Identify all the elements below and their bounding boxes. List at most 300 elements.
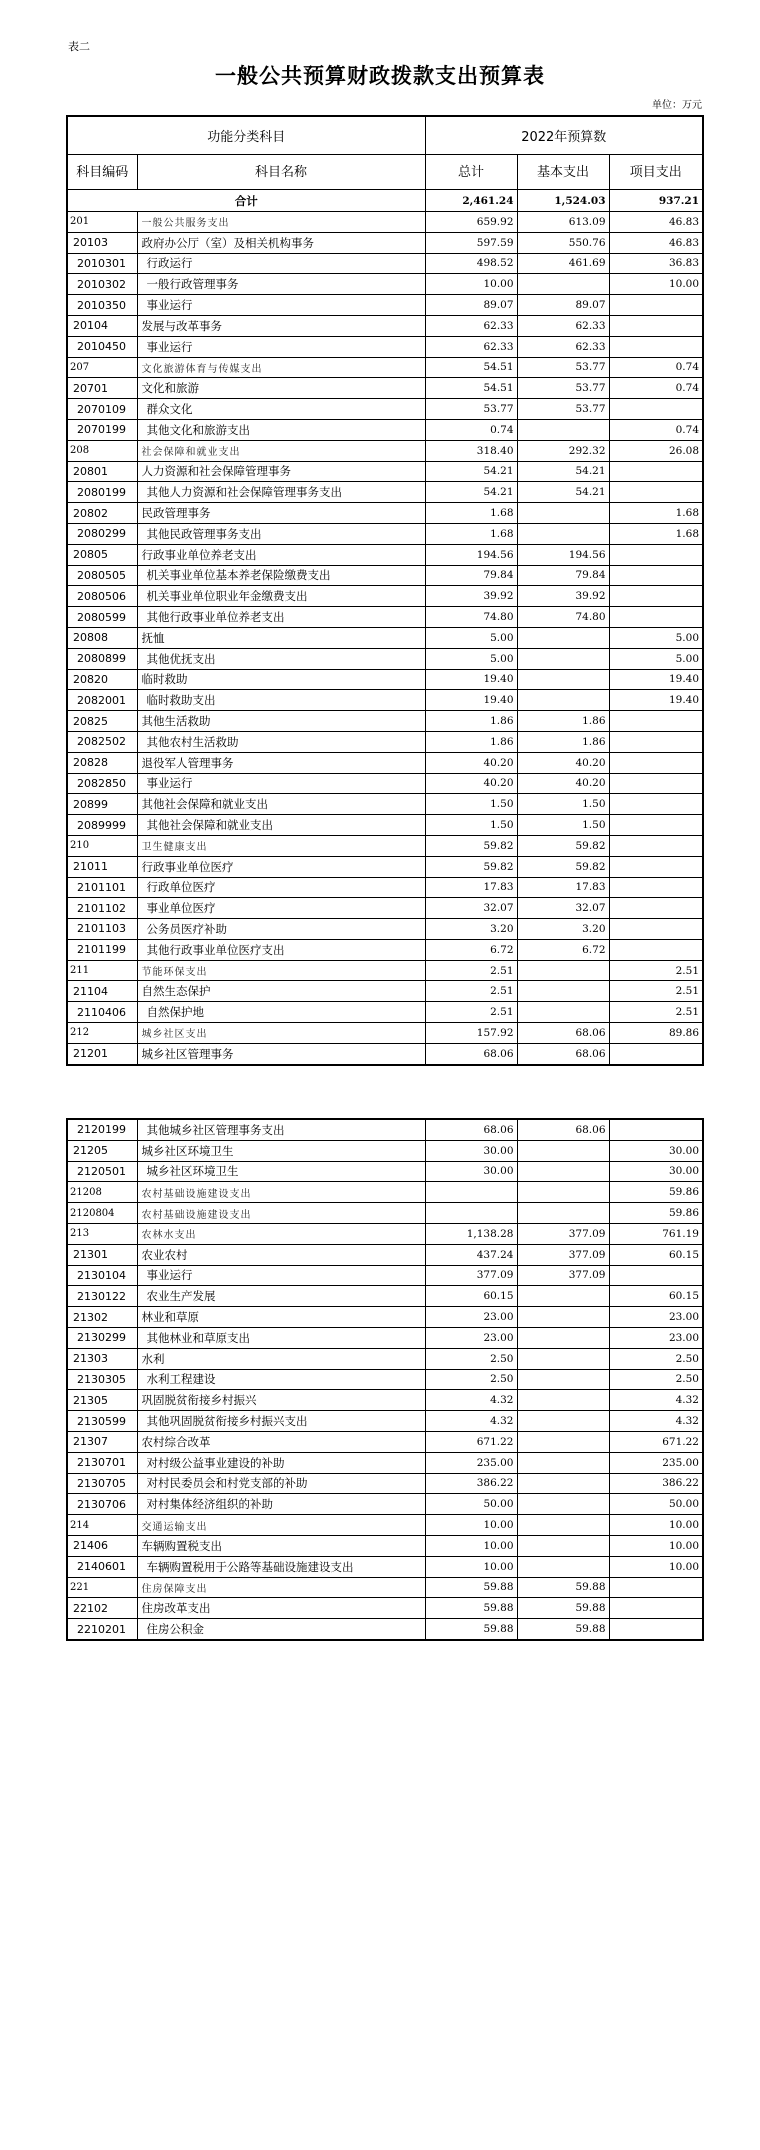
table-row <box>67 357 703 378</box>
row-basic <box>517 981 609 1002</box>
row-project <box>609 711 703 732</box>
row-project: 30.00 <box>609 1161 703 1182</box>
row-total: 60.15 <box>425 1286 517 1307</box>
table-row <box>67 1598 703 1619</box>
row-name: 其他巩固脱贫衔接乡村振兴支出 <box>137 1411 425 1432</box>
row-code: 221 <box>67 1577 137 1598</box>
row-total: 3.20 <box>425 919 517 940</box>
row-total: 30.00 <box>425 1140 517 1161</box>
table-row <box>67 503 703 524</box>
row-project <box>609 607 703 628</box>
row-project <box>609 939 703 960</box>
row-basic <box>517 1140 609 1161</box>
row-total: 659.92 <box>425 212 517 233</box>
row-code: 2140601 <box>67 1556 137 1577</box>
table-row <box>67 1023 703 1044</box>
row-project: 1.68 <box>609 523 703 544</box>
total-basic-value: 1,524.03 <box>517 190 609 212</box>
table-row <box>67 1182 703 1203</box>
table-row <box>67 731 703 752</box>
table-row <box>67 523 703 544</box>
row-project <box>609 586 703 607</box>
row-name: 机关事业单位基本养老保险缴费支出 <box>137 565 425 586</box>
row-code: 2010302 <box>67 274 137 295</box>
row-basic: 613.09 <box>517 212 609 233</box>
row-basic: 68.06 <box>517 1119 609 1140</box>
row-project: 59.86 <box>609 1203 703 1224</box>
row-name: 农业生产发展 <box>137 1286 425 1307</box>
row-code: 21406 <box>67 1535 137 1556</box>
row-code: 20805 <box>67 544 137 565</box>
row-project: 19.40 <box>609 690 703 711</box>
row-code: 2082001 <box>67 690 137 711</box>
row-basic: 32.07 <box>517 898 609 919</box>
row-basic <box>517 1002 609 1023</box>
row-code: 21011 <box>67 856 137 877</box>
row-total: 40.20 <box>425 773 517 794</box>
row-name: 事业运行 <box>137 295 425 316</box>
row-basic <box>517 274 609 295</box>
row-name: 人力资源和社会保障管理事务 <box>137 461 425 482</box>
row-code: 212 <box>67 1023 137 1044</box>
row-project: 2.50 <box>609 1369 703 1390</box>
row-basic: 377.09 <box>517 1244 609 1265</box>
row-project <box>609 1265 703 1286</box>
row-name: 公务员医疗补助 <box>137 919 425 940</box>
header-budget-year: 2022年预算数 <box>425 116 703 155</box>
row-name: 其他人力资源和社会保障管理事务支出 <box>137 482 425 503</box>
row-project: 59.86 <box>609 1182 703 1203</box>
row-project: 36.83 <box>609 253 703 274</box>
row-code: 2010301 <box>67 253 137 274</box>
table-row <box>67 378 703 399</box>
row-basic: 53.77 <box>517 357 609 378</box>
row-code: 20103 <box>67 232 137 253</box>
row-name: 行政运行 <box>137 253 425 274</box>
row-project: 60.15 <box>609 1244 703 1265</box>
row-code: 21301 <box>67 1244 137 1265</box>
row-total: 2.51 <box>425 981 517 1002</box>
row-name: 车辆购置税支出 <box>137 1535 425 1556</box>
table-row <box>67 815 703 836</box>
row-basic: 1.86 <box>517 731 609 752</box>
row-total: 1.68 <box>425 503 517 524</box>
header-basic: 基本支出 <box>517 155 609 190</box>
table-row <box>67 835 703 856</box>
row-name: 农村基础设施建设支出 <box>137 1203 425 1224</box>
row-code: 2101199 <box>67 939 137 960</box>
header-total: 总计 <box>425 155 517 190</box>
row-project: 235.00 <box>609 1452 703 1473</box>
row-project <box>609 399 703 420</box>
table-row <box>67 877 703 898</box>
row-code: 21307 <box>67 1431 137 1452</box>
row-total: 32.07 <box>425 898 517 919</box>
table-row <box>67 856 703 877</box>
row-code: 20802 <box>67 503 137 524</box>
row-project: 4.32 <box>609 1411 703 1432</box>
row-basic <box>517 690 609 711</box>
row-code: 21305 <box>67 1390 137 1411</box>
row-code: 2080506 <box>67 586 137 607</box>
row-name: 事业运行 <box>137 336 425 357</box>
row-name: 城乡社区管理事务 <box>137 1043 425 1064</box>
row-basic <box>517 669 609 690</box>
row-basic: 79.84 <box>517 565 609 586</box>
row-total: 4.32 <box>425 1411 517 1432</box>
row-project: 5.00 <box>609 648 703 669</box>
row-code: 2089999 <box>67 815 137 836</box>
table-row <box>67 1577 703 1598</box>
row-name: 事业运行 <box>137 1265 425 1286</box>
row-name: 城乡社区环境卫生 <box>137 1161 425 1182</box>
row-total: 23.00 <box>425 1327 517 1348</box>
table-row <box>67 690 703 711</box>
row-total: 2.50 <box>425 1348 517 1369</box>
table-row <box>67 1265 703 1286</box>
row-name: 其他农村生活救助 <box>137 731 425 752</box>
row-name: 交通运输支出 <box>137 1515 425 1536</box>
row-name: 农业农村 <box>137 1244 425 1265</box>
table-row <box>67 1431 703 1452</box>
row-basic <box>517 648 609 669</box>
row-basic: 3.20 <box>517 919 609 940</box>
row-basic: 54.21 <box>517 461 609 482</box>
total-row <box>67 190 703 212</box>
row-basic: 40.20 <box>517 752 609 773</box>
row-code: 2101101 <box>67 877 137 898</box>
row-total: 5.00 <box>425 627 517 648</box>
row-project: 26.08 <box>609 440 703 461</box>
row-total: 50.00 <box>425 1494 517 1515</box>
row-name: 巩固脱贫衔接乡村振兴 <box>137 1390 425 1411</box>
row-name: 社会保障和就业支出 <box>137 440 425 461</box>
row-name: 农村基础设施建设支出 <box>137 1182 425 1203</box>
row-code: 20825 <box>67 711 137 732</box>
row-name: 抚恤 <box>137 627 425 648</box>
row-project <box>609 295 703 316</box>
table-row <box>67 336 703 357</box>
row-name: 事业单位医疗 <box>137 898 425 919</box>
row-project: 2.51 <box>609 960 703 981</box>
table-row <box>67 1535 703 1556</box>
row-basic <box>517 1411 609 1432</box>
row-total: 59.88 <box>425 1598 517 1619</box>
row-name: 住房公积金 <box>137 1619 425 1640</box>
row-name: 行政单位医疗 <box>137 877 425 898</box>
row-basic <box>517 1515 609 1536</box>
row-basic <box>517 1203 609 1224</box>
row-code: 214 <box>67 1515 137 1536</box>
row-project: 10.00 <box>609 1515 703 1536</box>
row-total: 671.22 <box>425 1431 517 1452</box>
table-row <box>67 1043 703 1064</box>
row-name: 一般行政管理事务 <box>137 274 425 295</box>
row-code: 20808 <box>67 627 137 648</box>
table-row <box>67 1452 703 1473</box>
row-basic <box>517 1494 609 1515</box>
row-code: 21303 <box>67 1348 137 1369</box>
table-row <box>67 1348 703 1369</box>
row-total: 1.50 <box>425 794 517 815</box>
row-total: 1.68 <box>425 523 517 544</box>
row-project: 2.51 <box>609 1002 703 1023</box>
row-total: 54.21 <box>425 461 517 482</box>
row-code: 210 <box>67 835 137 856</box>
row-project: 30.00 <box>609 1140 703 1161</box>
row-total: 498.52 <box>425 253 517 274</box>
row-total <box>425 1203 517 1224</box>
table-row <box>67 212 703 233</box>
row-basic: 6.72 <box>517 939 609 960</box>
row-name: 其他城乡社区管理事务支出 <box>137 1119 425 1140</box>
row-project <box>609 1577 703 1598</box>
header-code: 科目编码 <box>67 155 137 190</box>
row-project <box>609 461 703 482</box>
row-code: 2010450 <box>67 336 137 357</box>
row-name: 住房保障支出 <box>137 1577 425 1598</box>
row-project: 60.15 <box>609 1286 703 1307</box>
row-basic: 89.07 <box>517 295 609 316</box>
table-row <box>67 419 703 440</box>
row-basic: 59.88 <box>517 1619 609 1640</box>
row-project <box>609 877 703 898</box>
table-row <box>67 627 703 648</box>
row-project: 10.00 <box>609 1535 703 1556</box>
row-total: 377.09 <box>425 1265 517 1286</box>
table-row <box>67 1411 703 1432</box>
table-row <box>67 711 703 732</box>
row-name: 车辆购置税用于公路等基础设施建设支出 <box>137 1556 425 1577</box>
row-name: 对村集体经济组织的补助 <box>137 1494 425 1515</box>
row-code: 2130305 <box>67 1369 137 1390</box>
row-code: 22102 <box>67 1598 137 1619</box>
row-total: 6.72 <box>425 939 517 960</box>
row-project <box>609 1598 703 1619</box>
row-code: 20701 <box>67 378 137 399</box>
row-basic: 68.06 <box>517 1043 609 1064</box>
row-project: 1.68 <box>609 503 703 524</box>
row-basic: 59.88 <box>517 1598 609 1619</box>
table-row <box>67 565 703 586</box>
row-basic: 461.69 <box>517 253 609 274</box>
row-basic <box>517 1431 609 1452</box>
table-row <box>67 1244 703 1265</box>
row-name: 民政管理事务 <box>137 503 425 524</box>
table-row <box>67 1327 703 1348</box>
row-code: 201 <box>67 212 137 233</box>
table-row <box>67 794 703 815</box>
row-project: 10.00 <box>609 274 703 295</box>
table-row <box>67 1119 703 1140</box>
row-project <box>609 1043 703 1064</box>
row-project: 50.00 <box>609 1494 703 1515</box>
row-total: 1.86 <box>425 731 517 752</box>
row-project <box>609 336 703 357</box>
table-row <box>67 1515 703 1536</box>
table-row <box>67 1002 703 1023</box>
row-basic: 1.86 <box>517 711 609 732</box>
row-total: 157.92 <box>425 1023 517 1044</box>
row-name: 其他民政管理事务支出 <box>137 523 425 544</box>
table-row <box>67 607 703 628</box>
row-project <box>609 752 703 773</box>
row-project: 19.40 <box>609 669 703 690</box>
row-name: 卫生健康支出 <box>137 835 425 856</box>
header-name: 科目名称 <box>137 155 425 190</box>
table-row <box>67 1473 703 1494</box>
row-name: 其他文化和旅游支出 <box>137 419 425 440</box>
row-code: 213 <box>67 1223 137 1244</box>
row-total: 386.22 <box>425 1473 517 1494</box>
table-row <box>67 544 703 565</box>
row-code: 2080899 <box>67 648 137 669</box>
row-total: 2.50 <box>425 1369 517 1390</box>
table-row <box>67 1369 703 1390</box>
row-basic: 1.50 <box>517 794 609 815</box>
row-name: 自然保护地 <box>137 1002 425 1023</box>
row-code: 2070109 <box>67 399 137 420</box>
row-name: 事业运行 <box>137 773 425 794</box>
row-basic <box>517 503 609 524</box>
row-basic: 59.88 <box>517 1577 609 1598</box>
row-name: 城乡社区环境卫生 <box>137 1140 425 1161</box>
row-code: 2130299 <box>67 1327 137 1348</box>
row-name: 其他行政事业单位医疗支出 <box>137 939 425 960</box>
row-project <box>609 315 703 336</box>
total-label: 合计 <box>67 190 425 212</box>
budget-table-page-1 <box>66 115 704 1066</box>
table-row <box>67 981 703 1002</box>
row-total: 597.59 <box>425 232 517 253</box>
table-row <box>67 648 703 669</box>
row-project <box>609 794 703 815</box>
row-total: 10.00 <box>425 1515 517 1536</box>
row-name: 其他社会保障和就业支出 <box>137 794 425 815</box>
row-basic: 68.06 <box>517 1023 609 1044</box>
row-basic <box>517 1286 609 1307</box>
row-basic <box>517 1452 609 1473</box>
page-title: 一般公共预算财政拨款支出预算表 <box>215 63 545 88</box>
table-row <box>67 274 703 295</box>
row-code: 2101102 <box>67 898 137 919</box>
row-basic <box>517 419 609 440</box>
row-project <box>609 919 703 940</box>
row-project: 0.74 <box>609 357 703 378</box>
row-code: 21208 <box>67 1182 137 1203</box>
row-project: 46.83 <box>609 232 703 253</box>
table-row <box>67 1286 703 1307</box>
row-basic <box>517 960 609 981</box>
row-code: 2130104 <box>67 1265 137 1286</box>
row-name: 发展与改革事务 <box>137 315 425 336</box>
row-code: 20828 <box>67 752 137 773</box>
row-total: 5.00 <box>425 648 517 669</box>
row-code: 2210201 <box>67 1619 137 1640</box>
row-basic: 194.56 <box>517 544 609 565</box>
row-code: 211 <box>67 960 137 981</box>
row-total: 2.51 <box>425 1002 517 1023</box>
row-total: 68.06 <box>425 1119 517 1140</box>
row-name: 对村级公益事业建设的补助 <box>137 1452 425 1473</box>
row-code: 2120199 <box>67 1119 137 1140</box>
row-basic: 59.82 <box>517 835 609 856</box>
table-row <box>67 315 703 336</box>
row-name: 文化旅游体育与传媒支出 <box>137 357 425 378</box>
row-total: 1,138.28 <box>425 1223 517 1244</box>
row-name: 林业和草原 <box>137 1307 425 1328</box>
row-project <box>609 1119 703 1140</box>
row-basic <box>517 1473 609 1494</box>
row-total: 54.51 <box>425 357 517 378</box>
row-code: 20899 <box>67 794 137 815</box>
row-code: 2130122 <box>67 1286 137 1307</box>
row-total: 53.77 <box>425 399 517 420</box>
row-project: 10.00 <box>609 1556 703 1577</box>
row-basic <box>517 1307 609 1328</box>
row-code: 2080299 <box>67 523 137 544</box>
row-total: 0.74 <box>425 419 517 440</box>
row-basic <box>517 1182 609 1203</box>
row-basic: 59.82 <box>517 856 609 877</box>
row-basic: 550.76 <box>517 232 609 253</box>
row-name: 城乡社区支出 <box>137 1023 425 1044</box>
row-basic: 40.20 <box>517 773 609 794</box>
row-total: 17.83 <box>425 877 517 898</box>
budget-table-page-2 <box>66 1118 704 1641</box>
row-basic <box>517 1556 609 1577</box>
table-row <box>67 939 703 960</box>
row-code: 2070199 <box>67 419 137 440</box>
table-row <box>67 295 703 316</box>
row-total: 1.50 <box>425 815 517 836</box>
row-project: 671.22 <box>609 1431 703 1452</box>
row-project: 2.51 <box>609 981 703 1002</box>
row-name: 行政事业单位养老支出 <box>137 544 425 565</box>
row-project <box>609 856 703 877</box>
row-total: 318.40 <box>425 440 517 461</box>
row-name: 农林水支出 <box>137 1223 425 1244</box>
total-project-value: 937.21 <box>609 190 703 212</box>
table-row <box>67 919 703 940</box>
row-code: 2080599 <box>67 607 137 628</box>
row-total: 4.32 <box>425 1390 517 1411</box>
row-total: 89.07 <box>425 295 517 316</box>
row-project: 89.86 <box>609 1023 703 1044</box>
row-code: 20801 <box>67 461 137 482</box>
row-code: 21302 <box>67 1307 137 1328</box>
row-total: 59.88 <box>425 1577 517 1598</box>
row-name: 行政事业单位医疗 <box>137 856 425 877</box>
table-row <box>67 752 703 773</box>
row-project <box>609 1619 703 1640</box>
row-project <box>609 835 703 856</box>
row-name: 一般公共服务支出 <box>137 212 425 233</box>
row-total: 10.00 <box>425 1535 517 1556</box>
row-total: 1.86 <box>425 711 517 732</box>
row-code: 2082850 <box>67 773 137 794</box>
row-total: 68.06 <box>425 1043 517 1064</box>
row-code: 2120804 <box>67 1203 137 1224</box>
row-project: 46.83 <box>609 212 703 233</box>
table-row <box>67 482 703 503</box>
row-name: 退役军人管理事务 <box>137 752 425 773</box>
row-total: 40.20 <box>425 752 517 773</box>
row-basic: 1.50 <box>517 815 609 836</box>
row-name: 农村综合改革 <box>137 1431 425 1452</box>
row-name: 其他社会保障和就业支出 <box>137 815 425 836</box>
row-project <box>609 565 703 586</box>
